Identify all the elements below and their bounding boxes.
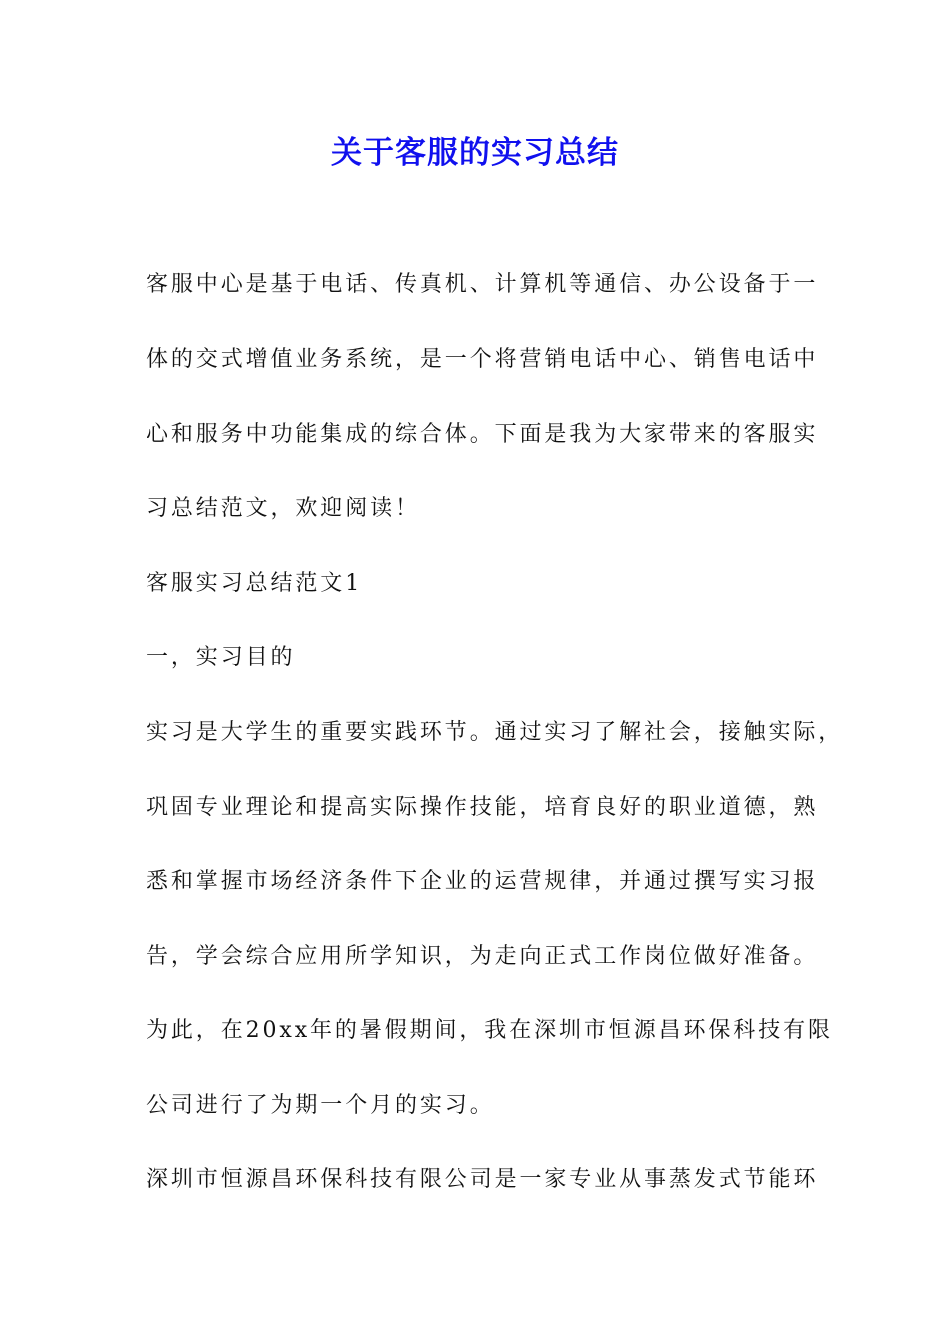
paragraph-line: 实习是大学生的重要实践环节。通过实习了解社会，接触实际， [146,720,844,745]
paragraph-line: 客服中心是基于电话、传真机、计算机等通信、办公设备于一 [146,272,819,297]
paragraph-line: 心和服务中功能集成的综合体。下面是我为大家带来的客服实 [146,422,819,447]
paragraph-line: 巩固专业理论和提高实际操作技能，培育良好的职业道德，熟 [146,795,819,820]
paragraph-line: 深圳市恒源昌环保科技有限公司是一家专业从事蒸发式节能环 [146,1167,819,1192]
paragraph-line: 习总结范文，欢迎阅读！ [146,496,420,521]
paragraph-line: 悉和掌握市场经济条件下企业的运营规律，并通过撰写实习报 [146,869,819,894]
section-heading: 客服实习总结范文1 [146,571,363,596]
paragraph-line: 体的交式增值业务系统，是一个将营销电话中心、销售电话中 [146,347,819,372]
paragraph-line: 公司进行了为期一个月的实习。 [146,1093,495,1118]
subsection-heading: 一，实习目的 [146,645,296,670]
paragraph-line: 告，学会综合应用所学知识，为走向正式工作岗位做好准备。 [146,944,819,969]
document-title: 关于客服的实习总结 [331,135,619,171]
paragraph-line: 为此，在20xx年的暑假期间，我在深圳市恒源昌环保科技有限 [146,1018,833,1043]
